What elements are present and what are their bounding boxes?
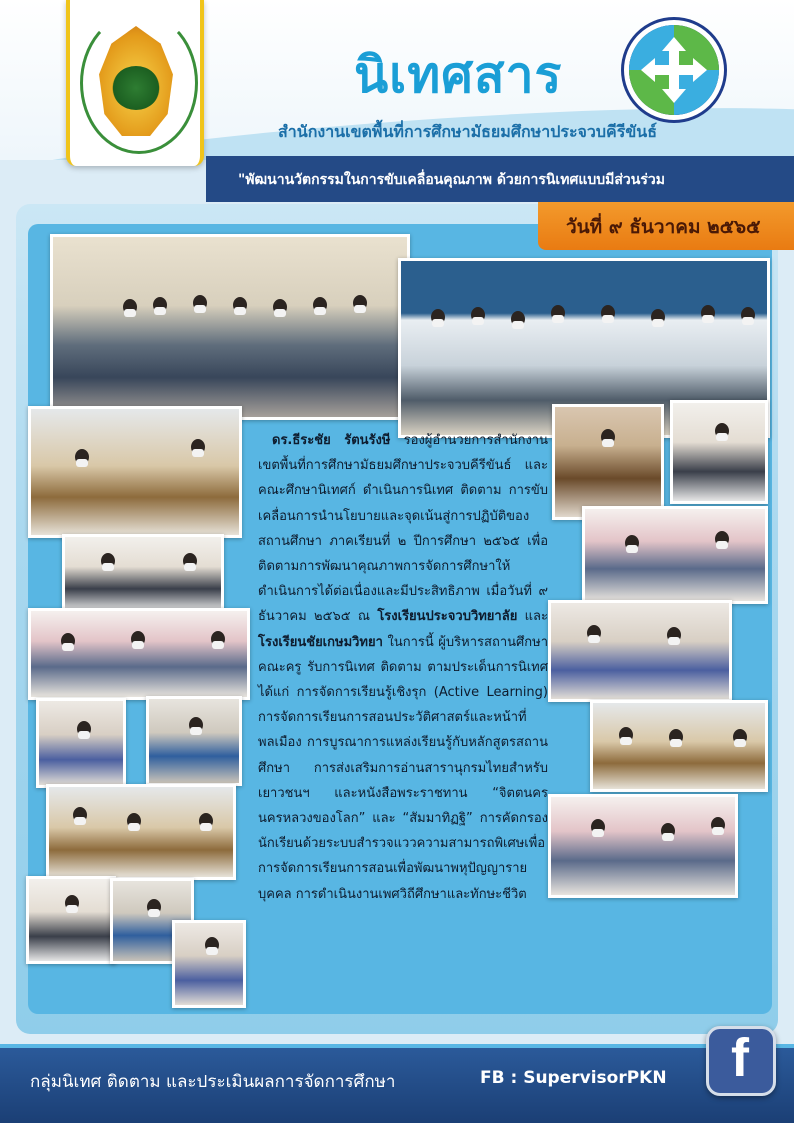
photo-meeting-12 — [590, 700, 768, 792]
photo-meeting-7 — [26, 876, 116, 964]
article-conjunction: และ — [517, 609, 548, 625]
photo-meeting-11 — [548, 600, 732, 702]
newsletter-title: นิเทศสาร — [354, 46, 563, 104]
arrows-logo-icon — [624, 20, 724, 120]
facebook-page-link[interactable]: FB : SupervisorPKN — [480, 1068, 667, 1088]
logo-seal — [112, 66, 160, 110]
footer-group-name: กลุ่มนิเทศ ติดตาม และประเมินผลการจัดการศึกษา — [30, 1072, 396, 1092]
issue-date: วันที่ ๙ ธันวาคม ๒๕๖๕ — [566, 216, 761, 238]
photo-meeting-3 — [28, 608, 250, 700]
school-name-2: โรงเรียนชัยเกษมวิทยา — [258, 634, 383, 650]
photo-meeting-4 — [36, 698, 126, 788]
photo-meeting-1 — [28, 406, 242, 538]
photo-meeting-10 — [582, 506, 768, 604]
photo-group-1 — [50, 234, 410, 420]
slogan-text: "พัฒนานวัตกรรมในการขับเคลื่อนคุณภาพ ด้วยการนิเทศแบบมีส่วนร่วม — [238, 172, 665, 188]
obec-logo — [66, 0, 204, 166]
office-name: สำนักงานเขตพื้นที่การศึกษามัธยมศึกษาประจวบคีรีขันธ์ — [278, 122, 657, 141]
school-name-1: โรงเรียนประจวบวิทยาลัย — [377, 609, 518, 625]
article-part-2: ในการนี้ ผู้บริหารสถานศึกษา คณะครู รับการนิเทศ ติดตาม ตามประเด็นการนิเทศ ได้แก่ การจัดการเรียนรู้เชิงรุก (Active Learning) การจัดการเรียนการสอนประวัติศาสตร์และหน้าที่พลเมือง การบูรณาการแหล่งเรียนรู้กับหลักสูตรสถานศึกษา การส่งเสริมการอ่านสารานุกรมไทยสำหรับเยาวชนฯ และหนังสือพระราชทาน “จิตตนคร นครหลวงของโลก” และ “สัมมาทิฏฐิ” การคัดกรองนักเรียนด้วยระบบสำรวจแววความสามารถพิเศษเพื่อการจัดการเรียนการสอนเพื่อพัฒนาพหุปัญญารายบุคคล การดำเนินงานเพศวิถีศึกษาและทักษะชีวิต — [258, 634, 548, 902]
article-body — [258, 428, 548, 907]
photo-meeting-5 — [146, 696, 242, 786]
photo-speaker-1 — [552, 404, 664, 520]
photo-meeting-6 — [46, 784, 236, 880]
facebook-icon[interactable]: f — [706, 1026, 776, 1096]
photo-meeting-2 — [62, 534, 224, 614]
official-name: ดร.ธีระชัย รัตนรังษี — [272, 433, 391, 448]
photo-meeting-13 — [548, 794, 738, 898]
article-part-1: รองผู้อำนวยการสำนักงานเขตพื้นที่การศึกษามัธยมศึกษาประจวบคีรีขันธ์ และคณะศึกษานิเทศก์ ดำเนินการนิเทศ ติดตาม การขับเคลื่อนการนำนโยบายและจุดเน้นสู่การปฏิบัติของสถานศึกษา ภาคเรียนที่ ๒ ปีการศึกษา ๒๕๖๕ เพื่อติดตามการพัฒนาคุณภาพการจัดการศึกษาให้ดำเนินการได้ต่อเนื่องและมีประสิทธิภาพ เมื่อวันที่ ๙ ธันวาคม ๒๕๖๕ ณ — [258, 433, 548, 625]
photo-speaker-2 — [670, 400, 768, 504]
photo-meeting-9 — [172, 920, 246, 1008]
